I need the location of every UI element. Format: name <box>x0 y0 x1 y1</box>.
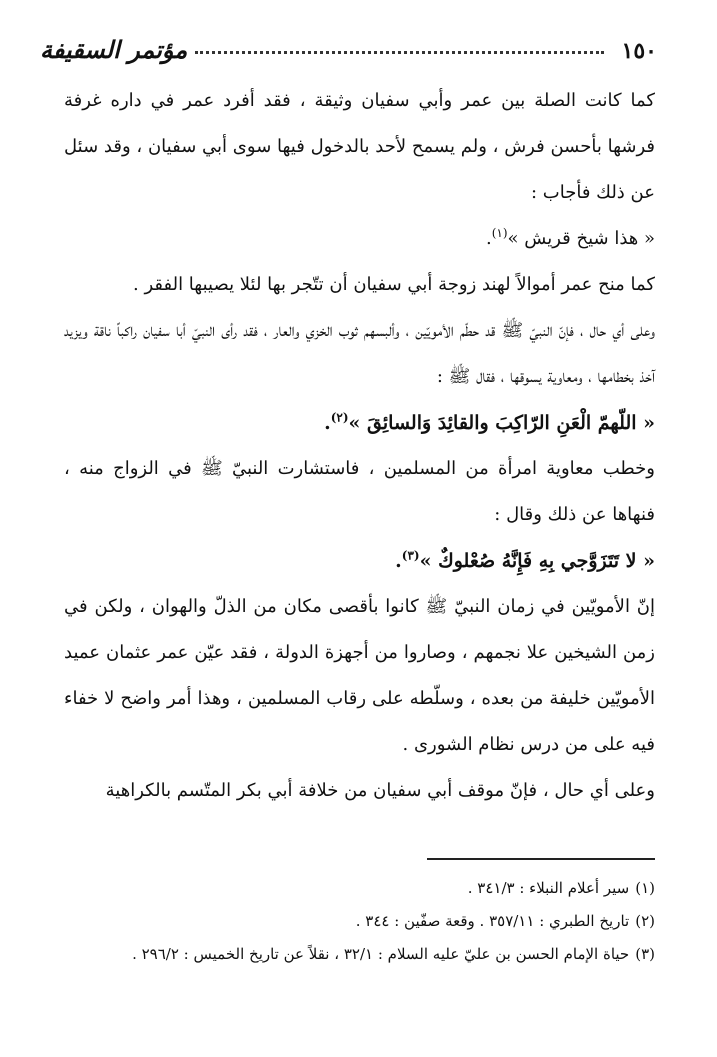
paragraph-4: وخطب معاوية امرأة من المسلمين ، فاستشارت النبيّ ﷺ في الزواج منه ، فنهاها عن ذلك وقال : <box>64 458 655 525</box>
paragraph-3: وعلى أي حال ، فإنّ النبيّ ﷺ قد حطّم الأمويّين ، وألبسهم ثوب الخزي والعار ، فقد رأى النبيّ أبا سفيان راكباً ناقة ويزيد آخذ بخطامها ، ومعاوية يسوقها ، فقال ﷺ : <box>64 320 655 387</box>
footnote-3-number: (٣) <box>635 945 655 963</box>
quote-2-text: « اللّهمّ الْعَنِ الرّاكِبَ والقائِدَ وَالسائِقَ » <box>348 412 655 434</box>
paragraph-5: إنّ الأمويّين في زمان النبيّ ﷺ كانوا بأقصى مكان من الذلّ والهوان ، ولكن في زمن الشيخين علا نجمهم ، وصاروا من أجهزة الدولة ، فقد عيّن عمر عثمان عميد الأمويّين خليفة من بعده ، وسلّطه على رقاب المسلمين ، وهذا أمر واضح لا خفاء فيه على من درس نظام الشورى . <box>64 596 655 755</box>
footnote-1-text: سير أعلام النبلاء : ٣٤١/٣ . <box>467 879 630 897</box>
footnote-ref-3: (٣) <box>401 548 420 563</box>
footnote-1-number: (١) <box>635 879 655 897</box>
page-number: ١٥٠ <box>621 38 657 64</box>
footnote-2-number: (٢) <box>635 912 655 930</box>
header-dotted-leader <box>195 50 603 54</box>
paragraph-2: كما منح عمر أموالاً لهند زوجة أبي سفيان أن تتّجر بها لئلا يصيبها الفقر . <box>133 274 655 295</box>
body-text <box>64 78 655 814</box>
quote-2: « اللّهمّ الْعَنِ الرّاكِبَ والقائِدَ وَالسائِقَ »$^{(٢)}$. <box>324 410 655 434</box>
quote-3: « لا تَتَزَوَّجي بِهِ فَإِنَّهُ صُعْلوكٌ »$^{(٣)}$. <box>395 548 655 572</box>
paragraph-1: كما كانت الصلة بين عمر وأبي سفيان وثيقة ، فقد أفرد عمر في داره غرفة فرشها بأحسن فرش ، ولم يسمح لأحد بالدخول فيها سوى أبي سفيان ، وقد سئل عن ذلك فأجاب : <box>64 90 655 203</box>
quote-1-text: « هذا شيخ قريش » <box>507 228 655 249</box>
page-header <box>40 24 657 64</box>
footnote-2 <box>64 905 655 938</box>
footnotes <box>64 872 655 971</box>
footnote-3-text: حياة الإمام الحسن بن عليّ عليه السلام : ٣٢/١ ، نقلاً عن تاريخ الخميس : ٢٩٦/٢ . <box>132 945 630 963</box>
footnote-ref-2: (٢) <box>330 410 349 425</box>
footnote-separator <box>427 858 655 860</box>
paragraph-6: وعلى أي حال ، فإنّ موقف أبي سفيان من خلافة أبي بكر المتّسم بالكراهية <box>105 780 655 801</box>
footnote-ref-1: (١) <box>491 226 508 240</box>
footnote-1 <box>64 872 655 905</box>
footnote-2-text: تاريخ الطبري : ٣٥٧/١١ . وقعة صفّين : ٣٤٤ . <box>355 912 630 930</box>
running-title: مؤتمر السقيفة <box>40 35 188 64</box>
quote-1: « هذا شيخ قريش »$^{(١)}$. <box>485 226 655 249</box>
quote-3-text: « لا تَتَزَوَّجي بِهِ فَإِنَّهُ صُعْلوكٌ » <box>419 550 655 572</box>
footnote-3 <box>64 938 655 971</box>
